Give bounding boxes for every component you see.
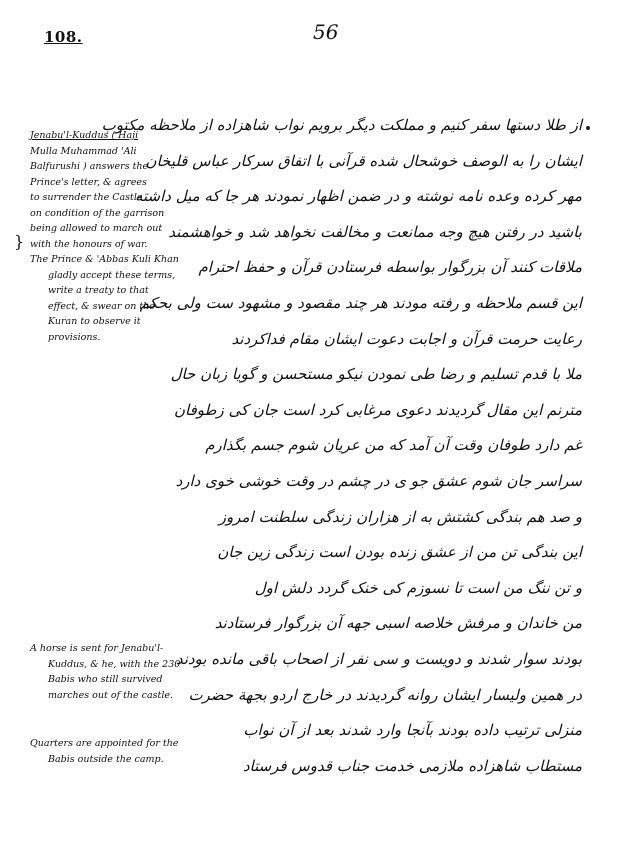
manuscript-line: ایشان را به الوصف خوشحال شده قرآنی با اتفاق سرکار عباس قلیخان bbox=[145, 151, 582, 170]
margin-note-line: effect, & swear on the bbox=[48, 300, 155, 312]
margin-note-line: on condition of the garrison bbox=[30, 207, 165, 219]
manuscript-line: من خاندان و مرفش خلاصه اسبی جهه آن بزرگوار فرستادند bbox=[214, 614, 582, 633]
manuscript-line: مستطاب شاهزاده ملازمی خدمت جناب قدوس فرستاد bbox=[242, 756, 582, 775]
margin-note-line: with the honours of war. bbox=[30, 238, 148, 250]
margin-note-line: marches out of the castle. bbox=[48, 689, 174, 701]
manuscript-line: در همین ولیسار ایشان روانه گردیدند در خارج اردو بجهة حضرت bbox=[188, 685, 582, 704]
margin-note-line: being allowed to march out bbox=[30, 223, 163, 234]
manuscript-line: غم دارد طوفان وقت آن آمد که من عریان شوم جسم بگذارم bbox=[205, 436, 582, 455]
manuscript-line: باشید در رفتن هیچ وجه ممانعت و مخالفت نخواهد شد و خواهشمند bbox=[168, 222, 582, 241]
margin-note-line: gladly accept these terms, bbox=[48, 269, 176, 281]
margin-note-line: provisions. bbox=[48, 331, 101, 343]
margin-note-line: Kuran to observe it bbox=[48, 316, 141, 327]
manuscript-line: این قسم ملاحظه و رفته مودند هر چند مقصود و مشهود ست ولی بحکم bbox=[139, 293, 582, 312]
manuscript-line: این بندگی تن من از عشق زنده بودن است زندگی زین جان bbox=[217, 543, 582, 562]
margin-note-line: Balfurushi ) answers the bbox=[30, 161, 149, 172]
manuscript-line: ملاقات کنند آن بزرگوار بواسطه فرستادن قرآن و حفظ احترام bbox=[198, 258, 582, 277]
margin-note-line: A horse is sent for Jenabu'l- bbox=[30, 643, 164, 654]
margin-note-line: Mulla Muhammad 'Ali bbox=[30, 145, 137, 157]
manuscript-line: بودند سوار شدند و دویست و سی نفر از اصحاب باقی مانده بودند bbox=[175, 649, 582, 668]
manuscript-line: رعایت حرمت قرآن و اجابت دعوت ایشان مقام فداکردند bbox=[231, 329, 582, 348]
margin-note-line: Prince's letter, & agrees bbox=[30, 176, 147, 188]
manuscript-line: از طلا دستها سفر کنیم و مملکت دیگر برویم نواب شاهزاده از ملاحظه مکتوب bbox=[101, 116, 582, 134]
margin-note-line: to surrender the Castle bbox=[30, 192, 143, 203]
margin-note-line: Quarters are appointed for the bbox=[30, 738, 179, 749]
manuscript-line: منزلی ترتیب داده بودند بآنجا وارد شدند بعد از آن نواب bbox=[243, 721, 582, 740]
margin-note-line: Kuddus, & he, with the 230 bbox=[48, 658, 181, 670]
margin-note-line: Babis who still survived bbox=[48, 674, 163, 685]
margin-note-quarters bbox=[30, 736, 178, 767]
margin-note-line: Jenabu'l-Kuddus ( Haji bbox=[30, 130, 139, 141]
page-number: 56 bbox=[313, 20, 339, 44]
manuscript-line: مهر کرده وعده نامه نوشته و در ضمن اظهار نمودند هر جا که میل داشته bbox=[134, 187, 582, 206]
ink-speck bbox=[586, 126, 590, 130]
margin-note-line: write a treaty to that bbox=[48, 285, 149, 296]
manuscript-line: و صد هم بندگی کشتش به از هزاران زندگی سلطنت امروز bbox=[218, 507, 582, 526]
manuscript-line: سراسر جان شوم عشق جو ی در چشم در وقت خوشی خوی دارد bbox=[175, 471, 582, 490]
margin-bracket-mark: } bbox=[14, 232, 25, 251]
manuscript-line: و تن ننگ من است تا نسوزم کی خنک گردد دلش اول bbox=[254, 578, 582, 597]
margin-note-horse-sent bbox=[30, 641, 180, 703]
margin-note-line: The Prince & 'Abbas Kuli Khan bbox=[30, 254, 179, 265]
manuscript-line: ملا با قدم تسلیم و رضا طی نمودن نیکو مستحسن و گویا زبان حال bbox=[170, 365, 582, 384]
manuscript-line: مترنم این مقال گردیدند دعوی مرغابی کرد است جان کی زطوفان bbox=[174, 400, 582, 419]
folio-number: 108. bbox=[44, 28, 83, 46]
margin-note-line: Babis outside the camp. bbox=[48, 753, 164, 765]
